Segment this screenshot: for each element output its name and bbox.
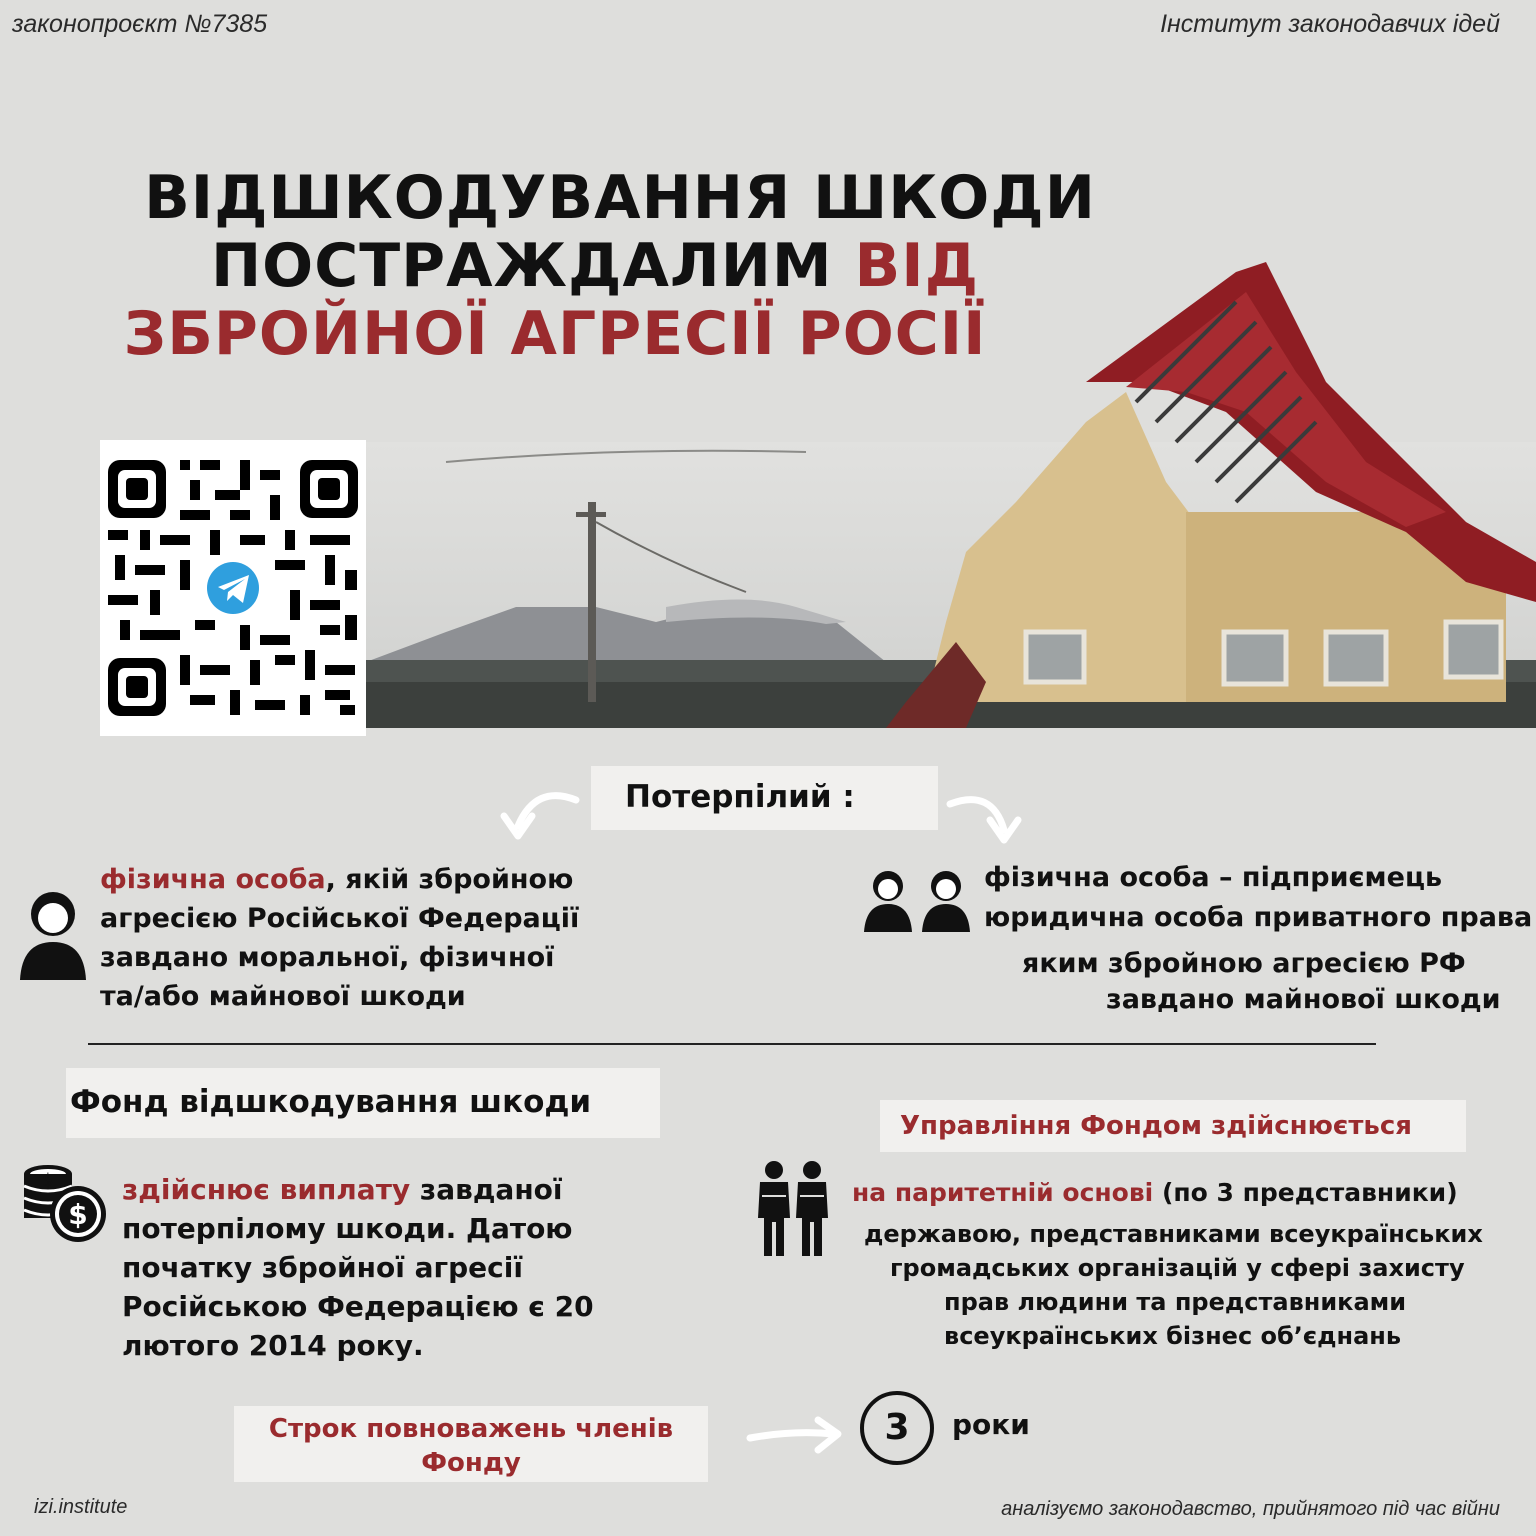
title-line3: ЗБРОЙНОЇ АГРЕСІЇ РОСІЇ xyxy=(123,299,987,369)
svg-text:$: $ xyxy=(68,1198,88,1231)
destroyed-house-photo xyxy=(366,262,1536,728)
telegram-icon xyxy=(203,558,263,618)
divider xyxy=(88,1043,1376,1045)
arrow-right-curved-icon xyxy=(944,790,1034,850)
victim-left-line1 xyxy=(100,860,590,899)
victim-left-line2: агресією Російської Федерації xyxy=(100,903,580,934)
fund-highlight: здійснює виплату xyxy=(122,1173,411,1206)
fund-line1 xyxy=(122,1170,594,1209)
title-line2-red: ВІД xyxy=(854,231,980,301)
victim-left-text xyxy=(100,860,590,1016)
footer-tagline: аналізуємо законодавство, прийнятого під час війни xyxy=(1001,1498,1500,1520)
victim-right-line3: яким збройною агресією РФ xyxy=(1022,948,1466,979)
management-line1 xyxy=(852,1178,1458,1207)
footer-site[interactable]: izi.institute xyxy=(34,1496,128,1518)
qr-code[interactable] xyxy=(100,440,366,736)
org-name: Інститут законодавчих ідей xyxy=(1160,10,1500,38)
management-highlight: на паритетній основі xyxy=(852,1178,1154,1207)
term-number-circle xyxy=(860,1391,934,1465)
svg-text:$: $ xyxy=(42,1170,54,1191)
term-label-line2: Фонду xyxy=(421,1448,521,1478)
management-heading: Управління Фондом здійснюється xyxy=(900,1111,1412,1141)
title-line2-black: ПОСТРАЖДАЛИМ xyxy=(210,231,833,301)
management-heading-box xyxy=(880,1100,1466,1152)
management-line1-rest: (по 3 представники) xyxy=(1153,1178,1458,1207)
victim-left-highlight: фізична особа xyxy=(100,864,326,895)
victim-left-line3: завдано моральної, фізичної xyxy=(100,942,555,973)
victim-heading-box xyxy=(591,766,938,830)
victim-left-line4: та/або майнової шкоди xyxy=(100,981,466,1012)
management-line5: всеукраїнських бізнес об’єднань xyxy=(944,1322,1402,1350)
person-icon xyxy=(18,884,88,980)
qr-pattern xyxy=(100,440,366,736)
management-line2: державою, представниками всеукраїнських xyxy=(864,1220,1483,1248)
term-label-line1: Строк повноважень членів xyxy=(268,1414,674,1444)
term-number: 3 xyxy=(884,1407,910,1448)
management-line3: громадських організацій у сфері захисту xyxy=(890,1254,1465,1282)
bill-number: законопроєкт №7385 xyxy=(12,10,268,38)
management-line4: прав людини та представниками xyxy=(944,1288,1407,1316)
fund-heading-box xyxy=(66,1068,660,1138)
term-box xyxy=(234,1406,708,1482)
victim-right-line2: юридична особа приватного права xyxy=(984,902,1533,933)
two-persons-icon xyxy=(862,866,976,936)
fund-line1-rest: завданої xyxy=(410,1173,563,1206)
fund-text xyxy=(122,1170,594,1365)
fund-line2: потерпілому шкоди. Датою xyxy=(122,1212,573,1245)
arrow-right-icon xyxy=(744,1412,848,1458)
fund-line3: початку збройної агресії xyxy=(122,1251,523,1284)
fund-heading: Фонд відшкодування шкоди xyxy=(70,1084,592,1120)
fund-line4: Російською Федерацією є 20 xyxy=(122,1290,594,1323)
victim-heading: Потерпілий : xyxy=(625,779,855,815)
term-unit: роки xyxy=(952,1408,1030,1441)
two-businessmen-icon xyxy=(756,1160,832,1256)
fund-line5: лютого 2014 року. xyxy=(122,1329,424,1362)
dollar-icon-small xyxy=(28,1164,68,1194)
arrow-left-curved-icon xyxy=(496,786,586,846)
victim-right-line4: завдано майнової шкоди xyxy=(1106,984,1501,1015)
victim-left-line1-rest: , якій збройною xyxy=(325,864,574,895)
victim-right-line1: фізична особа – підприємець xyxy=(984,862,1443,893)
title-line1: ВІДШКОДУВАННЯ ШКОДИ xyxy=(144,163,1096,233)
